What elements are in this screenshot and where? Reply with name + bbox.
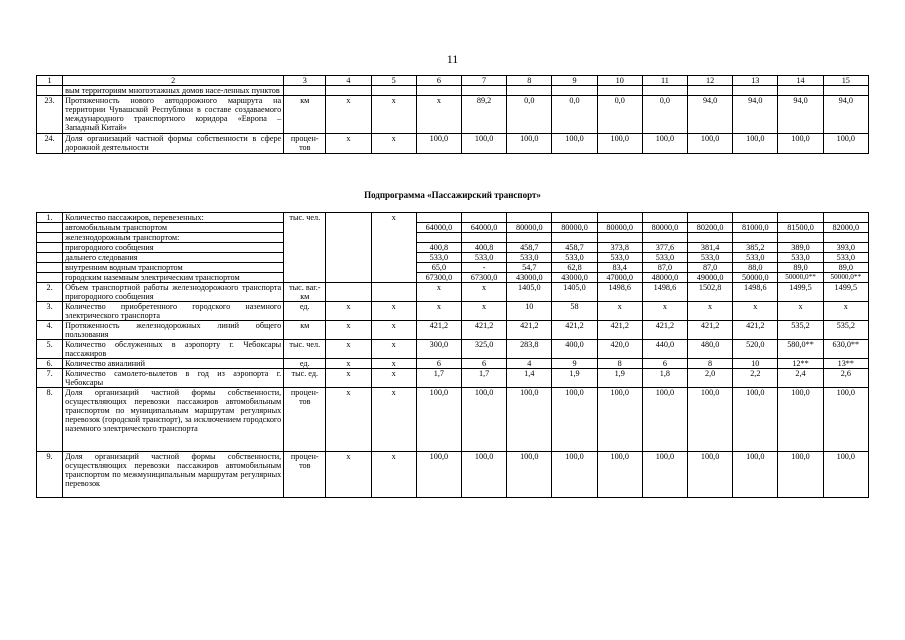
value-cell: 100,0: [461, 388, 506, 452]
value-cell: 630,0**: [823, 340, 868, 359]
value-cell: 480,0: [688, 340, 733, 359]
value-cell: 81500,0: [778, 223, 823, 233]
value-cell: 8: [688, 359, 733, 369]
value-cell: х: [371, 340, 416, 359]
indicator-name: Доля организаций частной формы собственности в сфере дорожной деятельности: [63, 134, 284, 154]
sub-row: [37, 263, 869, 273]
value-cell: 1,7: [416, 369, 461, 388]
row-number: [37, 273, 63, 283]
table-row: [37, 388, 869, 452]
value-cell: [733, 233, 778, 243]
value-cell: 533,0: [507, 253, 552, 263]
value-cell: 50000,0**: [823, 273, 868, 283]
value-cell: х: [597, 302, 642, 321]
value-cell: 440,0: [642, 340, 687, 359]
sub-indicator-name: внутренним водным транспортом: [63, 263, 284, 273]
value-cell: 389,0: [778, 243, 823, 253]
value-cell: [823, 213, 868, 223]
value-cell: 2,4: [778, 369, 823, 388]
value-cell: [733, 213, 778, 223]
value-cell: 421,2: [733, 321, 778, 340]
value-cell: 9: [552, 359, 597, 369]
table-row: [37, 359, 869, 369]
value-cell: 381,4: [688, 243, 733, 253]
value-cell: 6: [461, 359, 506, 369]
value-cell: х: [326, 302, 371, 321]
value-cell: 94,0: [733, 96, 778, 134]
value-cell: 80000,0: [642, 223, 687, 233]
value-cell: 64000,0: [461, 223, 506, 233]
value-cell: 43000,0: [552, 273, 597, 283]
value-cell: 421,2: [461, 321, 506, 340]
value-cell: х: [823, 302, 868, 321]
row-number: 24.: [37, 134, 63, 154]
value-cell: х: [326, 359, 371, 369]
value-cell: 100,0: [778, 134, 823, 154]
table-row: [37, 321, 869, 340]
value-cell: 1498,6: [733, 283, 778, 302]
value-cell: [416, 233, 461, 243]
value-cell: х: [326, 134, 371, 154]
unit-cell: процен-тов: [284, 452, 326, 498]
value-cell: 400,8: [416, 243, 461, 253]
value-cell: [461, 213, 506, 223]
value-cell: 100,0: [778, 388, 823, 452]
table-row: [37, 340, 869, 359]
value-cell: 88,0: [733, 263, 778, 273]
value-cell: 100,0: [642, 452, 687, 498]
value-cell: 421,2: [642, 321, 687, 340]
value-cell: 1502,8: [688, 283, 733, 302]
value-cell: 54,7: [507, 263, 552, 273]
value-cell: х: [371, 369, 416, 388]
row-number: 6.: [37, 359, 63, 369]
value-cell: 458,7: [552, 243, 597, 253]
passenger-transport-table: [36, 212, 869, 498]
value-cell: х: [461, 302, 506, 321]
value-cell: х: [461, 283, 506, 302]
value-cell: 100,0: [823, 134, 868, 154]
value-cell: 1,9: [597, 369, 642, 388]
value-cell: 83,4: [597, 263, 642, 273]
value-cell: 0,0: [552, 96, 597, 134]
sub-row: [37, 233, 869, 243]
header-cell: 13: [733, 76, 778, 86]
value-cell: 421,2: [507, 321, 552, 340]
value-cell: 1405,0: [552, 283, 597, 302]
value-cell: [778, 86, 823, 96]
header-cell: 10: [597, 76, 642, 86]
value-cell: х: [326, 340, 371, 359]
header-cell: 11: [642, 76, 687, 86]
value-cell: 421,2: [552, 321, 597, 340]
value-cell: 100,0: [688, 134, 733, 154]
value-cell: 100,0: [461, 452, 506, 498]
unit-cell: процен-тов: [284, 134, 326, 154]
value-cell: 100,0: [597, 134, 642, 154]
value-cell: 100,0: [778, 452, 823, 498]
value-cell: 89,2: [461, 96, 506, 134]
value-cell: 533,0: [461, 253, 506, 263]
indicator-name: Доля организаций частной формы собственности, осуществляющих перевозки пассажиров автомобильным транспортом по межмуниципальным маршрутам регулярных перевозок: [63, 452, 284, 498]
value-cell: 100,0: [688, 452, 733, 498]
value-cell: х: [371, 388, 416, 452]
value-cell: [597, 233, 642, 243]
value-cell: 100,0: [416, 388, 461, 452]
value-cell: 87,0: [688, 263, 733, 273]
value-cell: 1,8: [642, 369, 687, 388]
value-cell: 100,0: [552, 134, 597, 154]
value-cell: 80000,0: [507, 223, 552, 233]
value-cell: 533,0: [778, 253, 823, 263]
value-cell: 8: [597, 359, 642, 369]
unit-cell: км: [284, 321, 326, 340]
row-number: [37, 243, 63, 253]
unit-cell: км: [284, 96, 326, 134]
value-cell: х: [371, 359, 416, 369]
row-number: [37, 223, 63, 233]
value-cell: 94,0: [823, 96, 868, 134]
indicator-name: Количество авиалиний: [63, 359, 284, 369]
table-row: [37, 302, 869, 321]
sub-row: [37, 273, 869, 283]
header-cell: 15: [823, 76, 868, 86]
value-cell: 67300,0: [461, 273, 506, 283]
value-cell: х: [778, 302, 823, 321]
header-cell: 5: [371, 76, 416, 86]
value-cell: 43000,0: [507, 273, 552, 283]
value-cell: 6: [416, 359, 461, 369]
page-number: 11: [446, 52, 459, 66]
value-cell: [371, 86, 416, 96]
sub-row: [37, 253, 869, 263]
value-cell: 100,0: [507, 388, 552, 452]
value-cell: 325,0: [461, 340, 506, 359]
value-cell: 100,0: [552, 452, 597, 498]
unit-cell: тыс. ед.: [284, 369, 326, 388]
value-cell: 0,0: [642, 96, 687, 134]
value-cell: [597, 213, 642, 223]
row-number: 8.: [37, 388, 63, 452]
row-number: 9.: [37, 452, 63, 498]
value-cell: [507, 213, 552, 223]
value-cell: [552, 233, 597, 243]
value-cell: [507, 233, 552, 243]
value-cell: 393,0: [823, 243, 868, 253]
value-cell: 100,0: [507, 452, 552, 498]
unit-cell: ед.: [284, 359, 326, 369]
value-cell: 300,0: [416, 340, 461, 359]
header-cell: 8: [507, 76, 552, 86]
value-cell: 62,8: [552, 263, 597, 273]
indicator-name: Количество обслуженных в аэропорту г. Чебоксары пассажиров: [63, 340, 284, 359]
value-cell: 377,6: [642, 243, 687, 253]
value-cell: 50000,0**: [778, 273, 823, 283]
sub-row: [37, 223, 869, 233]
row-number: [37, 253, 63, 263]
value-cell: х: [326, 452, 371, 498]
value-cell: [507, 86, 552, 96]
value-cell: [642, 86, 687, 96]
value-cell: 535,2: [823, 321, 868, 340]
value-cell: 1498,6: [642, 283, 687, 302]
header-cell: 9: [552, 76, 597, 86]
value-cell: [552, 213, 597, 223]
value-cell: [688, 213, 733, 223]
header-cell: 1: [37, 76, 63, 86]
value-cell: 4: [507, 359, 552, 369]
value-cell: 100,0: [552, 388, 597, 452]
value-cell: х: [416, 96, 461, 134]
row-number: 7.: [37, 369, 63, 388]
unit-cell: тыс. ваг.-км: [284, 283, 326, 302]
value-cell: 100,0: [507, 134, 552, 154]
value-cell: 58: [552, 302, 597, 321]
value-cell: 10: [733, 359, 778, 369]
value-cell: 533,0: [823, 253, 868, 263]
header-cell: 2: [63, 76, 284, 86]
value-cell: 94,0: [688, 96, 733, 134]
value-cell: 533,0: [688, 253, 733, 263]
indicator-name: Доля организаций частной формы собственности, осуществляющих перевозки пассажиров автомобильным транспортом по муниципальным маршрутам регулярных перевозок (городской транспорт), за исключением городского наземного электрического транспорта: [63, 388, 284, 452]
value-cell: х: [371, 134, 416, 154]
value-cell: 2,6: [823, 369, 868, 388]
indicator-name: Количество самолето-вылетов в год из аэропорта г. Чебоксары: [63, 369, 284, 388]
indicator-name: Количество приобретенного городского наземного электрического транспорта: [63, 302, 284, 321]
header-cell: 12: [688, 76, 733, 86]
value-cell: 80000,0: [552, 223, 597, 233]
value-cell: х: [688, 302, 733, 321]
value-cell: 2,0: [688, 369, 733, 388]
row-number: 1.: [37, 213, 63, 223]
value-cell: 533,0: [733, 253, 778, 263]
sub-indicator-name: дальнего следования: [63, 253, 284, 263]
value-cell: 421,2: [416, 321, 461, 340]
header-cell: 14: [778, 76, 823, 86]
value-cell: 283,8: [507, 340, 552, 359]
value-cell: 533,0: [597, 253, 642, 263]
value-cell: 0,0: [507, 96, 552, 134]
value-cell: 0,0: [597, 96, 642, 134]
value-cell: 12**: [778, 359, 823, 369]
value-cell: [733, 86, 778, 96]
row-number: 3.: [37, 302, 63, 321]
value-cell: [688, 233, 733, 243]
header-cell: 6: [416, 76, 461, 86]
value-cell: [371, 283, 416, 302]
table-row: [37, 213, 869, 223]
value-cell: [642, 233, 687, 243]
value-cell: 400,0: [552, 340, 597, 359]
value-cell: 385,2: [733, 243, 778, 253]
value-cell: 100,0: [642, 388, 687, 452]
value-cell: 535,2: [778, 321, 823, 340]
value-cell: -: [461, 263, 506, 273]
value-cell: 47000,0: [597, 273, 642, 283]
value-cell: 89,0: [823, 263, 868, 273]
value-cell: 100,0: [688, 388, 733, 452]
value-cell: 420,0: [597, 340, 642, 359]
unit-cell: ед.: [284, 302, 326, 321]
value-cell: 65,0: [416, 263, 461, 273]
value-cell: 64000,0: [416, 223, 461, 233]
value-cell: х: [416, 302, 461, 321]
value-cell: х: [371, 213, 416, 283]
value-cell: 1498,6: [597, 283, 642, 302]
sub-indicator-name: городским наземным электрическим транспортом: [63, 273, 284, 283]
value-cell: [552, 86, 597, 96]
value-cell: 100,0: [733, 134, 778, 154]
value-cell: 82000,0: [823, 223, 868, 233]
value-cell: 100,0: [642, 134, 687, 154]
value-cell: 100,0: [823, 388, 868, 452]
unit-cell: процен-тов: [284, 388, 326, 452]
value-cell: 100,0: [597, 388, 642, 452]
table-row: [37, 369, 869, 388]
row-number: 4.: [37, 321, 63, 340]
value-cell: 80200,0: [688, 223, 733, 233]
subprogram-title: Подпрограмма «Пассажирский транспорт»: [364, 190, 541, 200]
value-cell: х: [326, 369, 371, 388]
value-cell: 580,0**: [778, 340, 823, 359]
indicator-name: вым территориям многоэтажных домов насе-ленных пунктов: [63, 86, 284, 96]
value-cell: х: [326, 388, 371, 452]
value-cell: 373,8: [597, 243, 642, 253]
value-cell: 6: [642, 359, 687, 369]
value-cell: 94,0: [778, 96, 823, 134]
table-row: [37, 283, 869, 302]
indicator-name: Объем транспортной работы железнодорожного транспорта пригородного сообщения: [63, 283, 284, 302]
value-cell: 533,0: [552, 253, 597, 263]
value-cell: [823, 86, 868, 96]
row-number: 5.: [37, 340, 63, 359]
value-cell: 10: [507, 302, 552, 321]
indicator-name: Количество пассажиров, перевезенных:: [63, 213, 284, 223]
value-cell: х: [371, 96, 416, 134]
value-cell: 1499,5: [823, 283, 868, 302]
value-cell: 100,0: [416, 134, 461, 154]
value-cell: [461, 233, 506, 243]
value-cell: [326, 86, 371, 96]
value-cell: х: [371, 302, 416, 321]
value-cell: 13**: [823, 359, 868, 369]
value-cell: [461, 86, 506, 96]
value-cell: [284, 86, 326, 96]
value-cell: 100,0: [416, 452, 461, 498]
value-cell: 1,4: [507, 369, 552, 388]
row-number: 23.: [37, 96, 63, 134]
value-cell: 100,0: [461, 134, 506, 154]
sub-indicator-name: железнодорожным транспортом:: [63, 233, 284, 243]
value-cell: 80000,0: [597, 223, 642, 233]
value-cell: 400,8: [461, 243, 506, 253]
unit-cell: тыс. чел.: [284, 213, 326, 283]
value-cell: 533,0: [416, 253, 461, 263]
value-cell: [823, 233, 868, 243]
row-number: [37, 263, 63, 273]
value-cell: 100,0: [733, 388, 778, 452]
value-cell: [326, 283, 371, 302]
value-cell: 67300,0: [416, 273, 461, 283]
row-number: 2.: [37, 283, 63, 302]
value-cell: х: [642, 302, 687, 321]
value-cell: 48000,0: [642, 273, 687, 283]
value-cell: 50000,0: [733, 273, 778, 283]
value-cell: 2,2: [733, 369, 778, 388]
value-cell: 533,0: [642, 253, 687, 263]
value-cell: 100,0: [823, 452, 868, 498]
value-cell: 49000,0: [688, 273, 733, 283]
table-row: [37, 452, 869, 498]
table-row: [37, 134, 869, 154]
value-cell: 520,0: [733, 340, 778, 359]
value-cell: 1,9: [552, 369, 597, 388]
sub-indicator-name: пригородного сообщения: [63, 243, 284, 253]
value-cell: 100,0: [597, 452, 642, 498]
sub-indicator-name: автомобильным транспортом: [63, 223, 284, 233]
value-cell: х: [733, 302, 778, 321]
value-cell: [597, 86, 642, 96]
header-cell: 4: [326, 76, 371, 86]
value-cell: [326, 213, 371, 283]
indicators-table-continued: [36, 75, 869, 154]
value-cell: 1,7: [461, 369, 506, 388]
value-cell: 100,0: [733, 452, 778, 498]
indicator-name: Протяженность железнодорожных линий общего пользования: [63, 321, 284, 340]
indicator-name: Протяженность нового автодорожного маршрута на территории Чувашской Республики в составе создаваемого международного транспортного коридора «Европа – Западный Китай»: [63, 96, 284, 134]
value-cell: х: [326, 96, 371, 134]
value-cell: х: [371, 321, 416, 340]
value-cell: [778, 233, 823, 243]
value-cell: 81000,0: [733, 223, 778, 233]
value-cell: 1405,0: [507, 283, 552, 302]
table-row: [37, 96, 869, 134]
value-cell: 89,0: [778, 263, 823, 273]
value-cell: х: [416, 283, 461, 302]
header-cell: 3: [284, 76, 326, 86]
row-number: [37, 233, 63, 243]
header-cell: 7: [461, 76, 506, 86]
value-cell: 87,0: [642, 263, 687, 273]
row-number: [37, 86, 63, 96]
value-cell: 458,7: [507, 243, 552, 253]
value-cell: х: [326, 321, 371, 340]
value-cell: [642, 213, 687, 223]
value-cell: [778, 213, 823, 223]
value-cell: 1499,5: [778, 283, 823, 302]
value-cell: 421,2: [688, 321, 733, 340]
value-cell: [416, 213, 461, 223]
header-row: [37, 76, 869, 86]
value-cell: [688, 86, 733, 96]
value-cell: [416, 86, 461, 96]
table-row: [37, 86, 869, 96]
unit-cell: тыс. чел.: [284, 340, 326, 359]
value-cell: х: [371, 452, 416, 498]
sub-row: [37, 243, 869, 253]
value-cell: 421,2: [597, 321, 642, 340]
